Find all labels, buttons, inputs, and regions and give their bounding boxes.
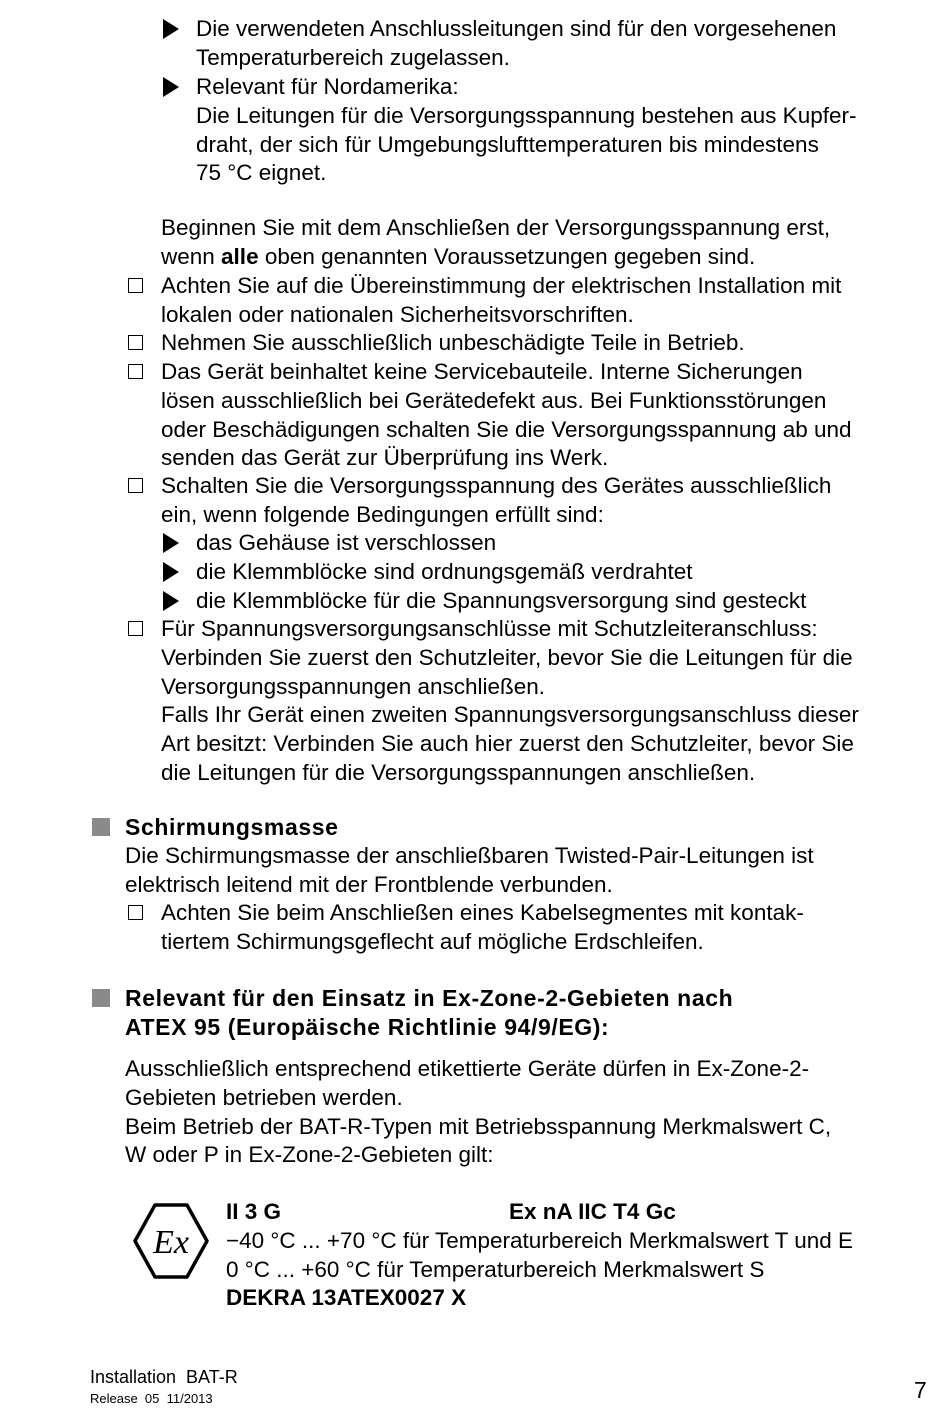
text-line: Die Leitungen für die Versorgungsspannung bestehen aus Kupfer- — [196, 102, 857, 128]
text-line: Schirmungsmasse — [125, 814, 339, 840]
checkbox-icon — [128, 478, 143, 493]
text-line: Beim Betrieb der BAT-R-Typen mit Betriebsspannung Merkmalswert C, — [125, 1113, 832, 1139]
text-line: Versorgungsspannungen anschließen. — [161, 673, 546, 699]
checkbox-icon — [128, 905, 143, 920]
text-line: Relevant für Nordamerika: — [196, 74, 459, 99]
text-line: Nehmen Sie ausschließlich unbeschädigte Teile in Betrieb. — [161, 330, 745, 355]
temperature-range-s: 0 °C ... +60 °C für Temperaturbereich Merkmalswert S — [226, 1257, 765, 1282]
text-line: die Klemmblöcke sind ordnungsgemäß verdrahtet — [196, 559, 693, 584]
text-run: wenn — [161, 243, 222, 269]
text-line: Die verwendeten Anschlussleitungen sind für den vorgesehenen — [196, 16, 837, 41]
text-line: Verbinden Sie zuerst den Schutzleiter, bevor Sie die Leitungen für die — [161, 644, 853, 670]
checklist-item — [161, 272, 841, 330]
triangle-bullet-icon — [163, 19, 179, 39]
shield-paragraph — [125, 842, 814, 900]
marking-right: Ex nA IIC T4 Gc — [509, 1199, 676, 1224]
text-line: Schalten Sie die Versorgungsspannung des Gerätes ausschließlich — [161, 473, 832, 498]
text-line: Gebieten betrieben werden. — [125, 1084, 403, 1110]
prereq-item — [196, 15, 836, 73]
checklist-item — [161, 899, 804, 957]
triangle-bullet-icon — [163, 562, 179, 582]
marking-left: II 3 G — [226, 1199, 282, 1224]
emphasis-text: alle — [221, 243, 259, 269]
text-line: Relevant für den Einsatz in Ex-Zone-2-Gebieten nach — [125, 985, 734, 1011]
text-line: die Klemmblöcke für die Spannungsversorgung sind gesteckt — [196, 588, 807, 613]
text-line: das Gehäuse ist verschlossen — [196, 530, 497, 555]
condition-item — [196, 529, 496, 558]
page-number: 7 — [914, 1377, 927, 1403]
text-line: lösen ausschließlich bei Gerätedefekt aus. Bei Funktionsstörungen — [161, 387, 827, 413]
condition-item — [196, 558, 693, 587]
condition-item — [196, 587, 806, 616]
checklist-item — [161, 358, 852, 473]
text-line: Beginnen Sie mit dem Anschließen der Versorgungsspannung erst, — [161, 215, 831, 240]
checkbox-icon — [128, 278, 143, 293]
checklist-item-protective-earth — [161, 615, 859, 788]
text-line: draht, der sich für Umgebungslufttemperaturen bis mindestens — [196, 131, 819, 157]
text-line: ein, wenn folgende Bedingungen erfüllt sind: — [161, 501, 604, 527]
text-line — [161, 243, 830, 272]
checkbox-icon — [128, 621, 143, 636]
checklist-item — [161, 472, 831, 530]
text-line: oder Beschädigungen schalten Sie die Versorgungsspannung ab und — [161, 416, 852, 442]
text-line: Achten Sie beim Anschließen eines Kabelsegmentes mit kontak- — [161, 900, 804, 925]
text-line: Falls Ihr Gerät einen zweiten Spannungsversorgungsanschluss dieser — [161, 702, 859, 728]
section-heading-shield — [125, 813, 339, 842]
checkbox-icon — [128, 335, 143, 350]
intro-paragraph — [161, 214, 830, 272]
prereq-item — [196, 73, 856, 188]
triangle-bullet-icon — [163, 77, 179, 97]
text-line: Für Spannungsversorgungsanschlüsse mit Schutzleiteranschluss: — [161, 616, 818, 641]
text-line: Achten Sie auf die Übereinstimmung der elektrischen Installation mit — [161, 273, 842, 298]
triangle-bullet-icon — [163, 591, 179, 611]
text-line: W oder P in Ex-Zone-2-Gebieten gilt: — [125, 1142, 494, 1168]
ex-symbol-text: Ex — [153, 1224, 189, 1261]
text-line: Art besitzt: Verbinden Sie auch hier zuerst den Schutzleiter, bevor Sie — [161, 731, 854, 757]
temperature-range-te: −40 °C ... +70 °C für Temperaturbereich Merkmalswert T und E — [226, 1228, 854, 1253]
text-line: Ausschließlich entsprechend etikettierte Geräte dürfen in Ex-Zone-2- — [125, 1056, 810, 1081]
footer-release: Release 05 11/2013 — [90, 1391, 213, 1406]
text-line: senden das Gerät zur Überprüfung ins Werk. — [161, 445, 609, 471]
ex-hexagon-icon — [131, 1201, 211, 1281]
checkbox-icon — [128, 364, 143, 379]
text-line: Temperaturbereich zugelassen. — [196, 44, 510, 70]
text-line: ATEX 95 (Europäische Richtlinie 94/9/EG): — [125, 1013, 610, 1040]
text-line: Das Gerät beinhaltet keine Servicebauteile. Interne Sicherungen — [161, 359, 803, 384]
section-marker-icon — [92, 989, 110, 1007]
text-run: oben genannten Voraussetzungen gegeben sind. — [258, 243, 756, 269]
section-marker-icon — [92, 818, 110, 836]
text-line: lokalen oder nationalen Sicherheitsvorschriften. — [161, 301, 634, 327]
footer-doc-title: Installation BAT-R — [90, 1367, 238, 1387]
text-line: elektrisch leitend mit der Frontblende verbunden. — [125, 871, 613, 897]
triangle-bullet-icon — [163, 533, 179, 553]
text-line: Die Schirmungsmasse der anschließbaren Twisted-Pair-Leitungen ist — [125, 843, 814, 868]
atex-paragraph — [125, 1055, 831, 1170]
certificate-number: DEKRA 13ATEX0027 X — [226, 1285, 467, 1310]
checklist-item — [161, 329, 745, 358]
section-heading-atex — [125, 984, 733, 1042]
text-line: die Leitungen für die Versorgungsspannungen anschließen. — [161, 759, 756, 785]
text-line: tiertem Schirmungsgeflecht auf mögliche Erdschleifen. — [161, 928, 704, 954]
text-line: 75 °C eignet. — [196, 160, 327, 186]
